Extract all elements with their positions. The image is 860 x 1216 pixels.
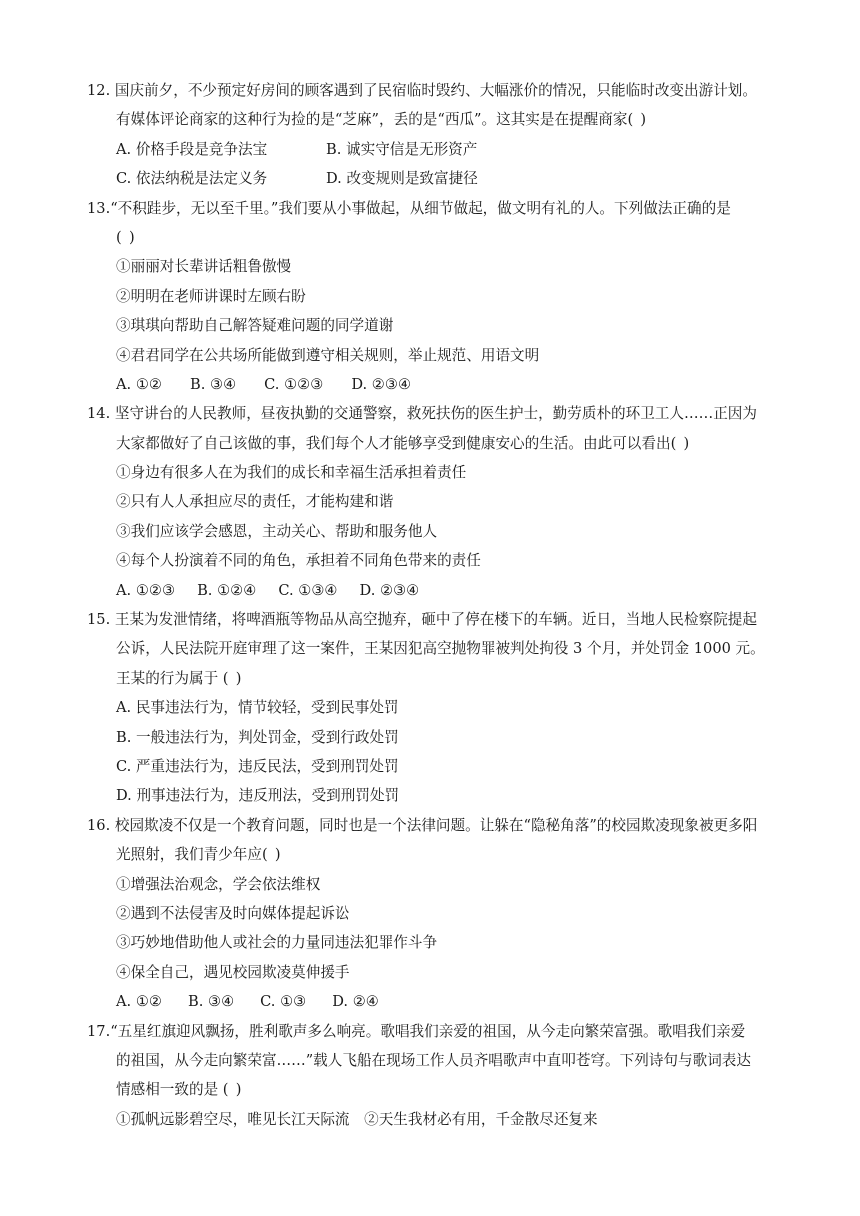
choice-c[interactable]: C. ①③	[260, 993, 307, 1011]
question-17-stem-line-2: 的祖国，从今走向繁荣富……”载人飞船在现场工作人员齐唱歌声中直叩苍穹。下列诗句与歌词表达	[116, 1051, 751, 1069]
choice-a[interactable]: A. ①②③	[116, 581, 176, 599]
question-number: 13.	[87, 199, 111, 217]
choice-d[interactable]: D. ②④	[332, 993, 379, 1011]
question-number: 17.	[87, 1022, 111, 1040]
question-17-item-1: ①孤帆远影碧空尽，唯见长江天际流 ②天生我材必有用，千金散尽还复来	[116, 1110, 598, 1128]
question-12-choices-row-2	[0, 164, 860, 193]
question-16-item-2: ②遇到不法侵害及时向媒体提起诉讼	[116, 904, 350, 922]
choice-c[interactable]: C. ①②③	[264, 375, 324, 393]
choice-a[interactable]: A. ①②	[116, 375, 162, 393]
question-15-stem-line-2: 公诉，人民法院开庭审理了这一案件，王某因犯高空抛物罪被判处拘役 3 个月，并处罚金 1000 元。	[116, 640, 765, 658]
question-14-choices	[0, 576, 860, 605]
choice-b[interactable]: B. 诚实守信是无形资产	[326, 140, 478, 158]
question-16-stem-line-2: 光照射，我们青少年应( )	[116, 846, 281, 864]
question-number: 16.	[87, 816, 111, 834]
choice-d[interactable]: D. 刑事违法行为，违反刑法，受到刑罚处罚	[116, 787, 400, 805]
choice-c[interactable]: C. 依法纳税是法定义务	[116, 170, 268, 188]
question-13-item-1: ①丽丽对长辈讲话粗鲁傲慢	[116, 258, 292, 276]
choice-d[interactable]: D. 改变规则是致富捷径	[326, 170, 478, 188]
question-13-item-2: ②明明在老师讲课时左顾右盼	[116, 287, 306, 305]
choice-d[interactable]: D. ②③④	[351, 375, 412, 393]
question-15-stem-line-3: 王某的行为属于 ( )	[116, 669, 242, 687]
question-number: 12.	[87, 82, 111, 99]
choice-b[interactable]: B. ①②④	[197, 581, 257, 599]
question-14-stem-line-1: 14. 坚守讲台的人民教师，昼夜执勤的交通警察，救死扶伤的医生护士，勤劳质朴的环卫工人……正因为	[87, 405, 757, 423]
question-14-item-4: ④每个人扮演着不同的角色，承担着不同角色带来的责任	[116, 552, 481, 570]
question-12-stem-line-2: 有媒体评论商家的这种行为捡的是“芝麻”，丢的是“西瓜”。这其实是在提醒商家( )	[116, 111, 647, 129]
question-14-item-2: ②只有人人承担应尽的责任，才能构建和谐	[116, 493, 394, 511]
question-16-stem-line-1: 16. 校园欺凌不仅是一个教育问题，同时也是一个法律问题。让躲在“隐秘角落”的校园欺凌现象被更多阳	[87, 816, 758, 834]
choice-d[interactable]: D. ②③④	[359, 581, 420, 599]
choice-c[interactable]: C. ①③④	[278, 581, 338, 599]
question-12-stem-line-1: 12. 国庆前夕，不少预定好房间的顾客遇到了民宿临时毁约、大幅涨价的情况，只能临时改变出游计划。	[87, 82, 757, 99]
choice-b[interactable]: B. ③④	[187, 993, 235, 1011]
choice-b[interactable]: B. 一般违法行为，判处罚金，受到行政处罚	[116, 728, 399, 746]
choice-a[interactable]: A. 价格手段是竞争法宝	[116, 140, 268, 158]
question-number: 15.	[87, 611, 111, 629]
question-12-choices-row-1	[0, 135, 860, 164]
choice-a[interactable]: A. 民事违法行为，情节较轻，受到民事处罚	[116, 699, 399, 717]
question-13-stem-line-2: ( )	[116, 228, 135, 246]
question-17-stem-line-3: 情感相一致的是 ( )	[116, 1081, 242, 1099]
question-13-choices	[0, 370, 860, 399]
question-13-item-3: ③琪琪向帮助自己解答疑难问题的同学道谢	[116, 317, 394, 335]
question-14-stem-line-2: 大家都做好了自己该做的事，我们每个人才能够享受到健康安心的生活。由此可以看出( )	[116, 434, 690, 452]
question-17-stem-line-1: 17.“五星红旗迎风飘扬，胜利歌声多么响亮。歌唱我们亲爱的祖国，从今走向繁荣富强。歌唱我们亲爱	[87, 1022, 746, 1040]
question-16-item-3: ③巧妙地借助他人或社会的力量同违法犯罪作斗争	[116, 934, 438, 952]
question-13-stem-line-1: 13.“不积跬步，无以至千里。”我们要从小事做起，从细节做起，做文明有礼的人。下列做法正确的是	[87, 199, 731, 217]
question-15-stem-line-1: 15. 王某为发泄情绪，将啤酒瓶等物品从高空抛弃，砸中了停在楼下的车辆。近日，当地人民检察院提起	[87, 611, 757, 629]
question-16-choices	[0, 987, 860, 1016]
choice-c[interactable]: C. 严重违法行为，违反民法，受到刑罚处罚	[116, 757, 399, 775]
question-16-item-4: ④保全自己，遇见校园欺凌莫伸援手	[116, 963, 350, 981]
question-number: 14.	[87, 405, 111, 423]
choice-b[interactable]: B. ③④	[189, 375, 237, 393]
choice-a[interactable]: A. ①②	[116, 993, 162, 1011]
question-14-item-3: ③我们应该学会感恩，主动关心、帮助和服务他人	[116, 522, 438, 540]
question-13-item-4: ④君君同学在公共场所能做到遵守相关规则，举止规范、用语文明	[116, 346, 540, 364]
question-16-item-1: ①增强法治观念，学会依法维权	[116, 875, 321, 893]
exam-page	[0, 76, 860, 1134]
question-14-item-1: ①身边有很多人在为我们的成长和幸福生活承担着责任	[116, 464, 467, 482]
